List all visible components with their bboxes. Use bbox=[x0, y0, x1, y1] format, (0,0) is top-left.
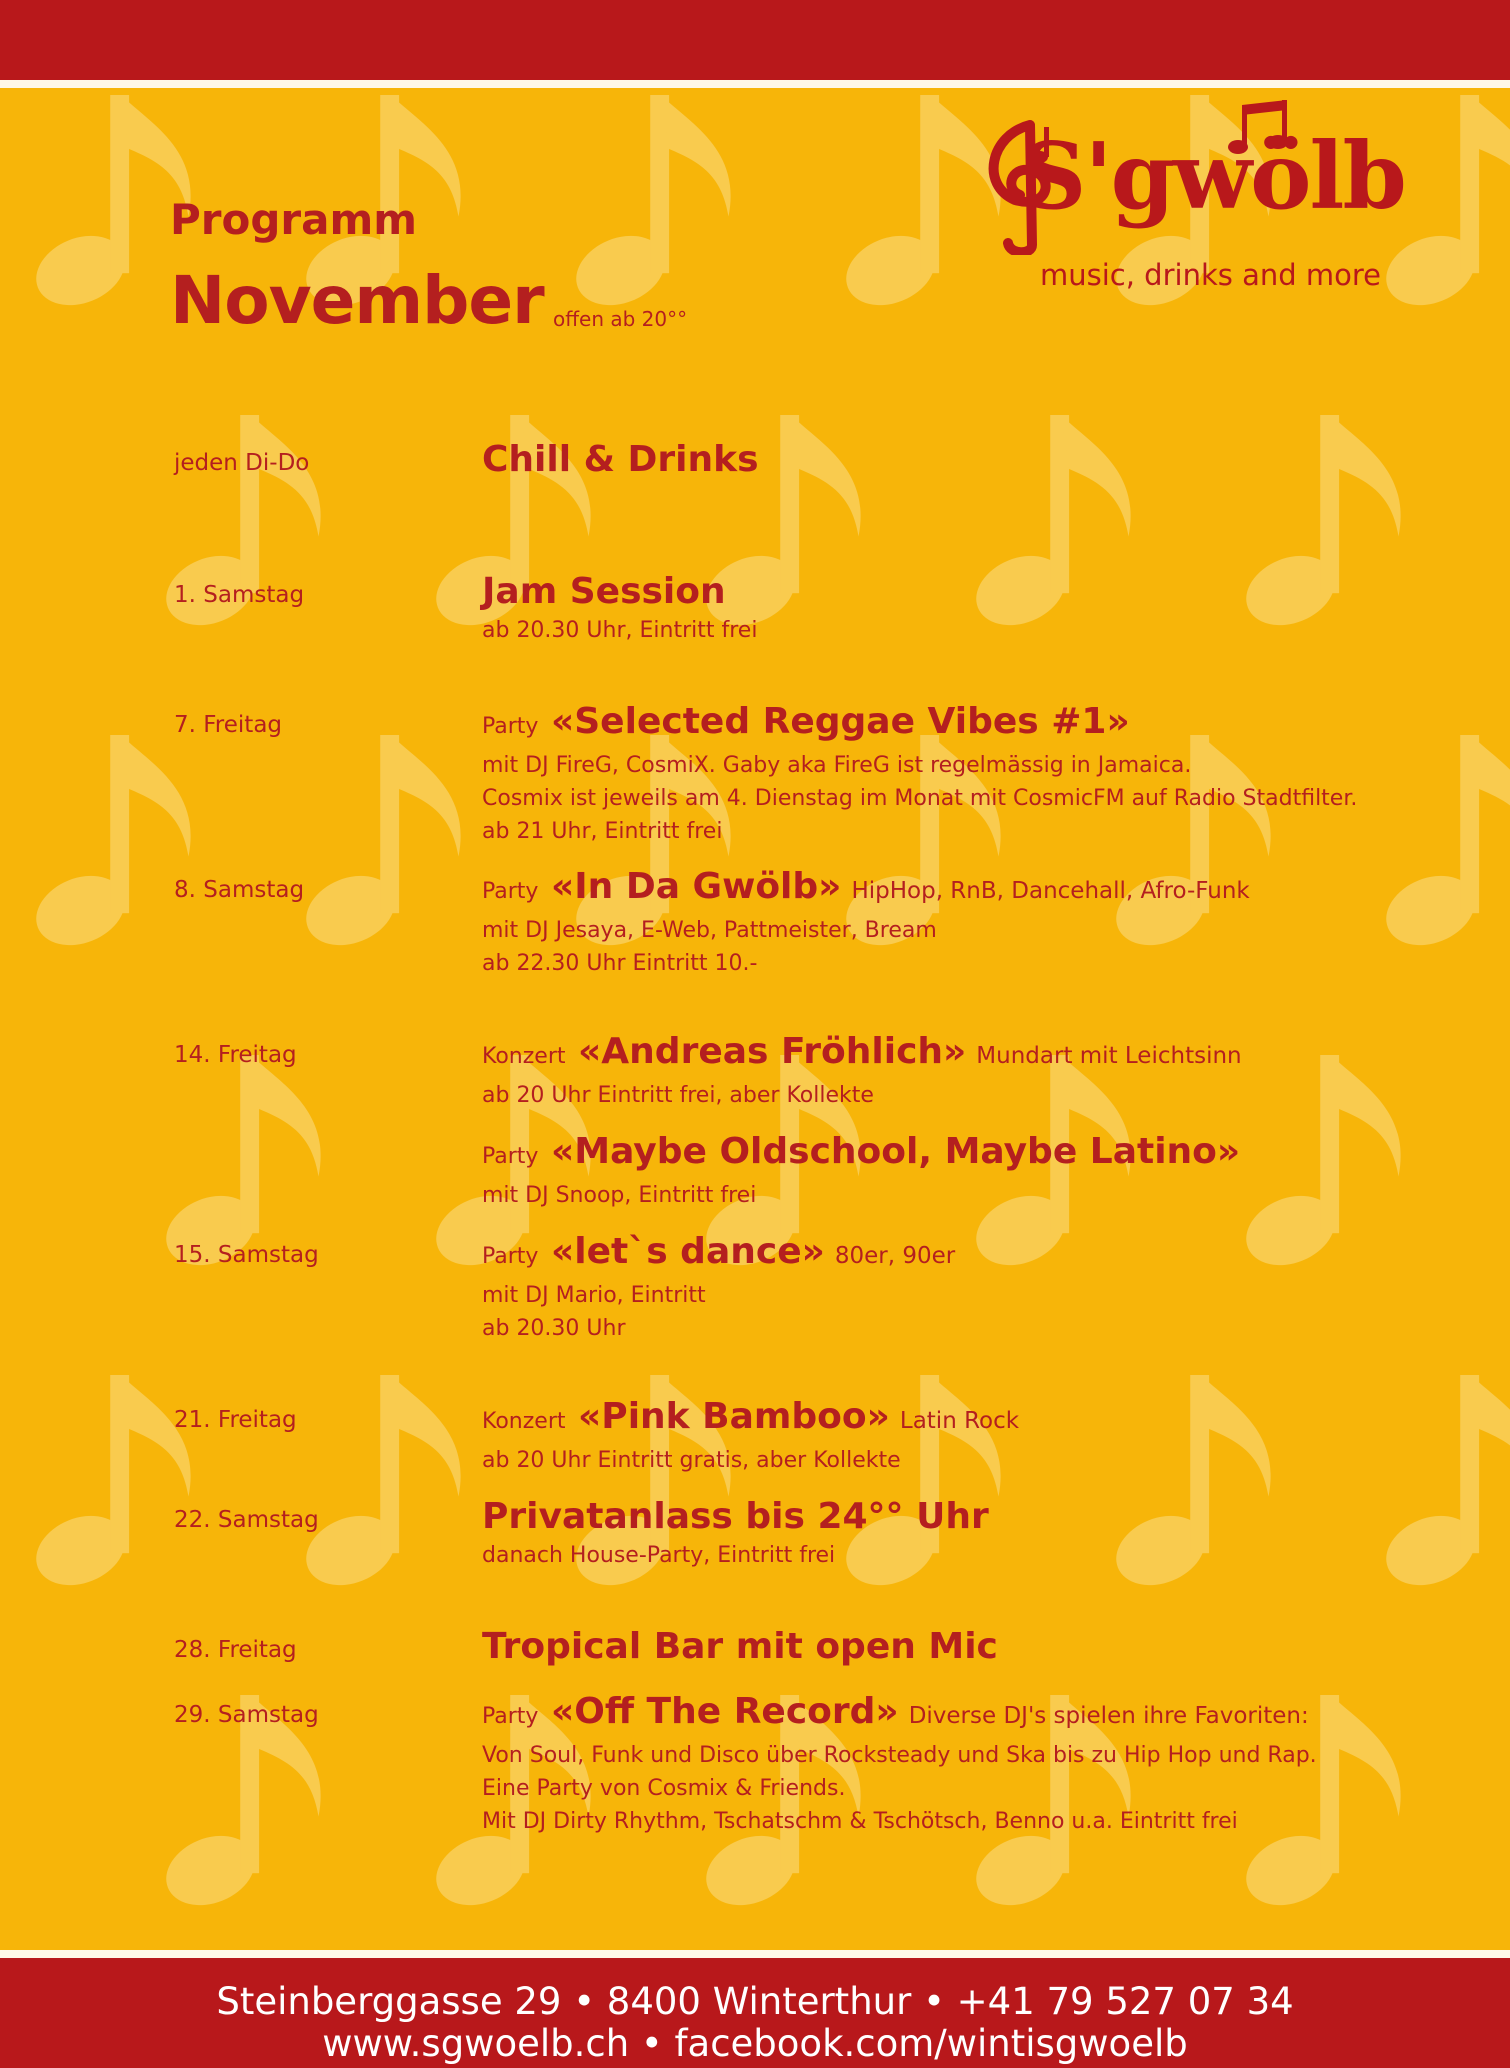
event-genre: Latin Rock bbox=[899, 1408, 1020, 1434]
event-entry bbox=[482, 438, 759, 482]
event-genre: 80er, 90er bbox=[834, 1243, 956, 1269]
event-date: 8. Samstag bbox=[174, 877, 305, 903]
event-detail: mit DJ Snoop, Eintritt frei bbox=[482, 1183, 757, 1208]
event-date: 22. Samstag bbox=[174, 1507, 319, 1533]
event-title: «In Da Gwölb» bbox=[551, 866, 842, 907]
event-detail: mit DJ FireG, CosmiX. Gaby aka FireG ist regelmässig in Jamaica. bbox=[482, 753, 1192, 778]
event-heading bbox=[482, 865, 1250, 914]
month-title: November bbox=[170, 262, 544, 339]
event-title: «Off The Record» bbox=[551, 1691, 899, 1732]
event-entry bbox=[482, 1495, 989, 1572]
event-entry bbox=[482, 1395, 1019, 1477]
event-heading bbox=[482, 1130, 1240, 1179]
event-entry bbox=[482, 1130, 1240, 1212]
event-heading bbox=[482, 1230, 955, 1279]
event-date: 28. Freitag bbox=[174, 1637, 297, 1663]
event-date: 7. Freitag bbox=[174, 712, 283, 738]
event-date: 29. Samstag bbox=[174, 1702, 319, 1728]
event-genre: Diverse DJ's spielen ihre Favoriten: bbox=[908, 1703, 1309, 1729]
event-date: 21. Freitag bbox=[174, 1407, 297, 1433]
event-type: Party bbox=[482, 1144, 539, 1169]
event-detail: Von Soul, Funk und Disco über Rocksteady und Ska bis zu Hip Hop und Rap. bbox=[482, 1743, 1317, 1768]
event-type: Party bbox=[482, 879, 539, 904]
event-entry bbox=[482, 700, 1357, 848]
event-title: Privatanlass bis 24°° Uhr bbox=[482, 1496, 989, 1537]
event-heading bbox=[482, 1625, 998, 1669]
footer-links: www.sgwoelb.ch • facebook.com/wintisgwoelb bbox=[322, 2022, 1188, 2065]
event-entry bbox=[482, 1030, 1242, 1112]
event-detail: ab 20.30 Uhr, Eintritt frei bbox=[482, 618, 758, 643]
event-type: Party bbox=[482, 714, 539, 739]
event-heading bbox=[482, 700, 1357, 749]
event-date: 15. Samstag bbox=[174, 1242, 319, 1268]
sgwoelb-logo bbox=[960, 110, 1420, 300]
event-title: Jam Session bbox=[482, 571, 726, 612]
event-detail: mit DJ Jesaya, E-Web, Pattmeister, Bream bbox=[482, 918, 937, 943]
event-detail: mit DJ Mario, Eintritt bbox=[482, 1283, 706, 1308]
event-date: 14. Freitag bbox=[174, 1042, 297, 1068]
event-heading bbox=[482, 1395, 1019, 1444]
event-detail: Cosmix ist jeweils am 4. Dienstag im Monat mit CosmicFM auf Radio Stadtfilter. bbox=[482, 786, 1358, 811]
event-heading bbox=[482, 1690, 1317, 1739]
event-type: Party bbox=[482, 1704, 539, 1729]
event-genre: HipHop, RnB, Dancehall, Afro-Funk bbox=[851, 878, 1250, 904]
logo-tagline: music, drinks and more bbox=[1040, 258, 1381, 292]
event-detail: Mit DJ Dirty Rhythm, Tschatschm & Tschötsch, Benno u.a. Eintritt frei bbox=[482, 1809, 1238, 1834]
event-detail: ab 20 Uhr Eintritt frei, aber Kollekte bbox=[482, 1083, 874, 1108]
event-title: «Pink Bamboo» bbox=[578, 1396, 890, 1437]
event-title: Tropical Bar mit open Mic bbox=[482, 1626, 998, 1667]
event-detail: ab 22.30 Uhr Eintritt 10.- bbox=[482, 951, 758, 976]
event-title: «Selected Reggae Vibes #1» bbox=[551, 701, 1130, 742]
event-detail: ab 20 Uhr Eintritt gratis, aber Kollekte bbox=[482, 1448, 901, 1473]
event-title: «let`s dance» bbox=[551, 1231, 825, 1272]
footer-banner bbox=[0, 1950, 1510, 2068]
event-title: Chill & Drinks bbox=[482, 439, 759, 480]
event-heading bbox=[482, 1495, 989, 1539]
event-detail: danach House-Party, Eintritt frei bbox=[482, 1543, 836, 1568]
event-entry bbox=[482, 865, 1250, 980]
event-heading bbox=[482, 438, 759, 482]
opening-time: offen ab 20°° bbox=[553, 307, 688, 331]
event-entry bbox=[482, 1230, 955, 1345]
footer-address: Steinberggasse 29 • 8400 Winterthur • +41 79 527 07 34 bbox=[216, 1980, 1294, 2023]
event-detail: ab 21 Uhr, Eintritt frei bbox=[482, 819, 723, 844]
event-entry bbox=[482, 570, 757, 647]
event-title: «Andreas Fröhlich» bbox=[578, 1031, 967, 1072]
event-entry bbox=[482, 1690, 1317, 1838]
logo-wordmark: S'gwölb bbox=[1020, 122, 1405, 230]
event-genre: Mundart mit Leichtsinn bbox=[976, 1043, 1242, 1069]
event-entry bbox=[482, 1625, 998, 1669]
event-date: jeden Di-Do bbox=[174, 450, 310, 476]
event-title: «Maybe Oldschool, Maybe Latino» bbox=[551, 1131, 1241, 1172]
event-date: 1. Samstag bbox=[174, 582, 305, 608]
event-heading bbox=[482, 1030, 1242, 1079]
event-detail: Eine Party von Cosmix & Friends. bbox=[482, 1776, 846, 1801]
event-type: Konzert bbox=[482, 1409, 566, 1434]
programm-label: Programm bbox=[170, 195, 417, 244]
event-type: Konzert bbox=[482, 1044, 566, 1069]
event-heading bbox=[482, 570, 757, 614]
event-type: Party bbox=[482, 1244, 539, 1269]
event-detail: ab 20.30 Uhr bbox=[482, 1316, 626, 1341]
